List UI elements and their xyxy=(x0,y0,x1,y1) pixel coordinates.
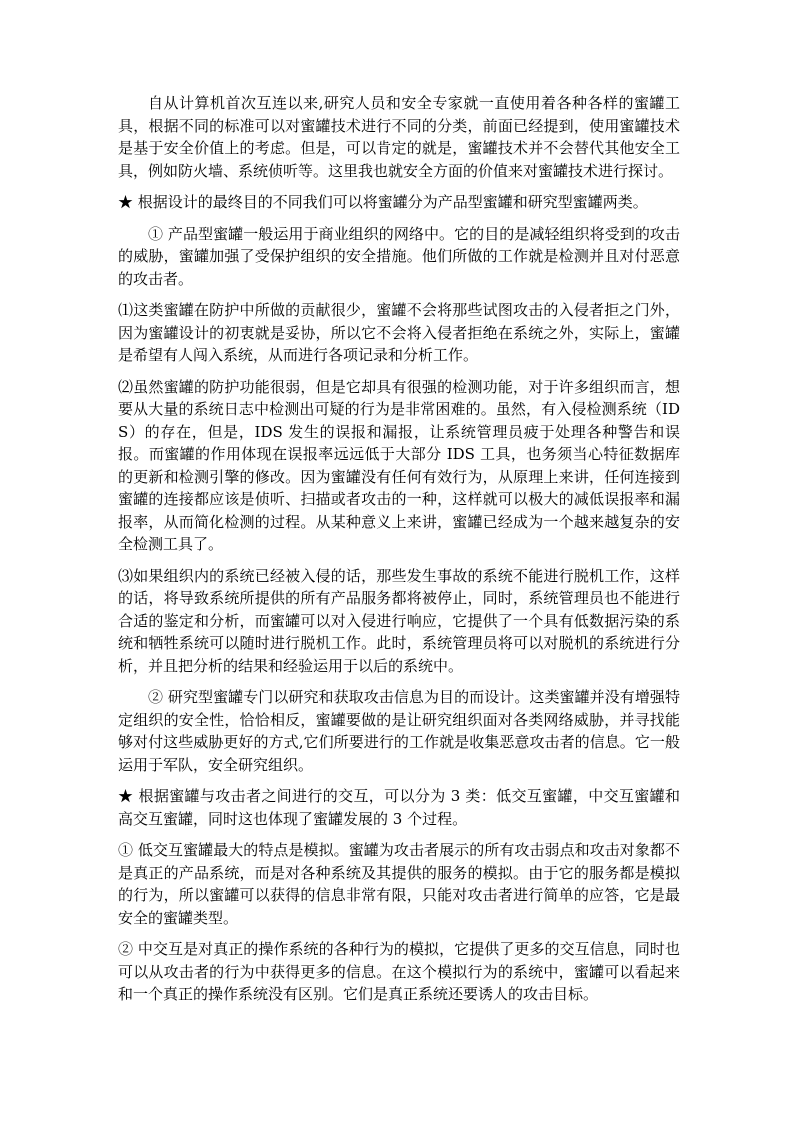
point-3-paragraph: ⑶如果组织内的系统已经被入侵的话，那些发生事故的系统不能进行脱机工作，这样的话，将导致系统所提供的所有产品服务都将被停止，同时，系统管理员也不能进行合适的鉴定和分析，而蜜罐可以对入侵进行响应，它提供了一个具有低数据污染的系统和牺牲系统可以随时进行脱机工作。此时，系统管理员将可以对脱机的系统进行分析，并且把分析的结果和经验运用于以后的系统中。 xyxy=(118,566,680,675)
point-2-paragraph: ⑵虽然蜜罐的防护功能很弱，但是它却具有很强的检测功能，对于许多组织而言，想要从大量的系统日志中检测出可疑的行为是非常困难的。虽然，有入侵检测系统（IDS）的存在，但是，IDS 发生的误报和漏报，让系统管理员疲于处理各种警告和误报。而蜜罐的作用体现在误报率远远低于大部分 IDS 工具，也务须当心特征数据库的更新和检测引擎的修改。因为蜜罐没有任何有效行为，从原理上来讲，任何连接到蜜罐的连接都应该是侦听、扫描或者攻击的一种，这样就可以极大的减低误报率和漏报率，从而简化检测的过程。从某种意义上来讲，蜜罐已经成为一个越来越复杂的安全检测工具了。 xyxy=(118,377,680,553)
point-1-paragraph: ⑴这类蜜罐在防护中所做的贡献很少，蜜罐不会将那些试图攻击的入侵者拒之门外，因为蜜罐设计的初衷就是妥协，所以它不会将入侵者拒绝在系统之外，实际上，蜜罐是希望有人闯入系统，从而进行各项记录和分析工作。 xyxy=(118,301,680,364)
document-body xyxy=(118,92,680,1015)
classification-heading-interaction: ★ 根据蜜罐与攻击者之间进行的交互，可以分为 3 类：低交互蜜罐，中交互蜜罐和高交互蜜罐，同时这也体现了蜜罐发展的 3 个过程。 xyxy=(118,787,680,828)
classification-heading-purpose: ★ 根据设计的最终目的不同我们可以将蜜罐分为产品型蜜罐和研究型蜜罐两类。 xyxy=(118,193,648,211)
medium-interaction-paragraph: ② 中交互是对真正的操作系统的各种行为的模拟，它提供了更多的交互信息，同时也可以从攻击者的行为中获得更多的信息。在这个模拟行为的系统中，蜜罐可以看起来和一个真正的操作系统没有区别。它们是真正系统还要诱人的攻击目标。 xyxy=(118,940,680,1003)
intro-paragraph: 自从计算机首次互连以来,研究人员和安全专家就一直使用着各种各样的蜜罐工具，根据不同的标准可以对蜜罐技术进行不同的分类，前面已经提到，使用蜜罐技术是基于安全价值上的考虑。但是，可以肯定的就是，蜜罐技术并不会替代其他安全工具，例如防火墙、系统侦听等。这里我也就安全方面的价值来对蜜罐技术进行探讨。 xyxy=(118,94,680,180)
research-honeypot-paragraph: ② 研究型蜜罐专门以研究和获取攻击信息为目的而设计。这类蜜罐并没有增强特定组织的安全性，恰恰相反，蜜罐要做的是让研究组织面对各类网络威胁，并寻找能够对付这些威胁更好的方式,它们所要进行的工作就是收集恶意攻击者的信息。它一般运用于军队，安全研究组织。 xyxy=(118,688,680,774)
production-honeypot-paragraph: ① 产品型蜜罐一般运用于商业组织的网络中。它的目的是减轻组织将受到的攻击的威胁，蜜罐加强了受保护组织的安全措施。他们所做的工作就是检测并且对付恶意的攻击者。 xyxy=(118,224,680,288)
low-interaction-paragraph: ① 低交互蜜罐最大的特点是模拟。蜜罐为攻击者展示的所有攻击弱点和攻击对象都不是真正的产品系统，而是对各种系统及其提供的服务的模拟。由于它的服务都是模拟的行为，所以蜜罐可以获得的信息非常有限，只能对攻击者进行简单的应答，它是最安全的蜜罐类型。 xyxy=(118,841,680,927)
